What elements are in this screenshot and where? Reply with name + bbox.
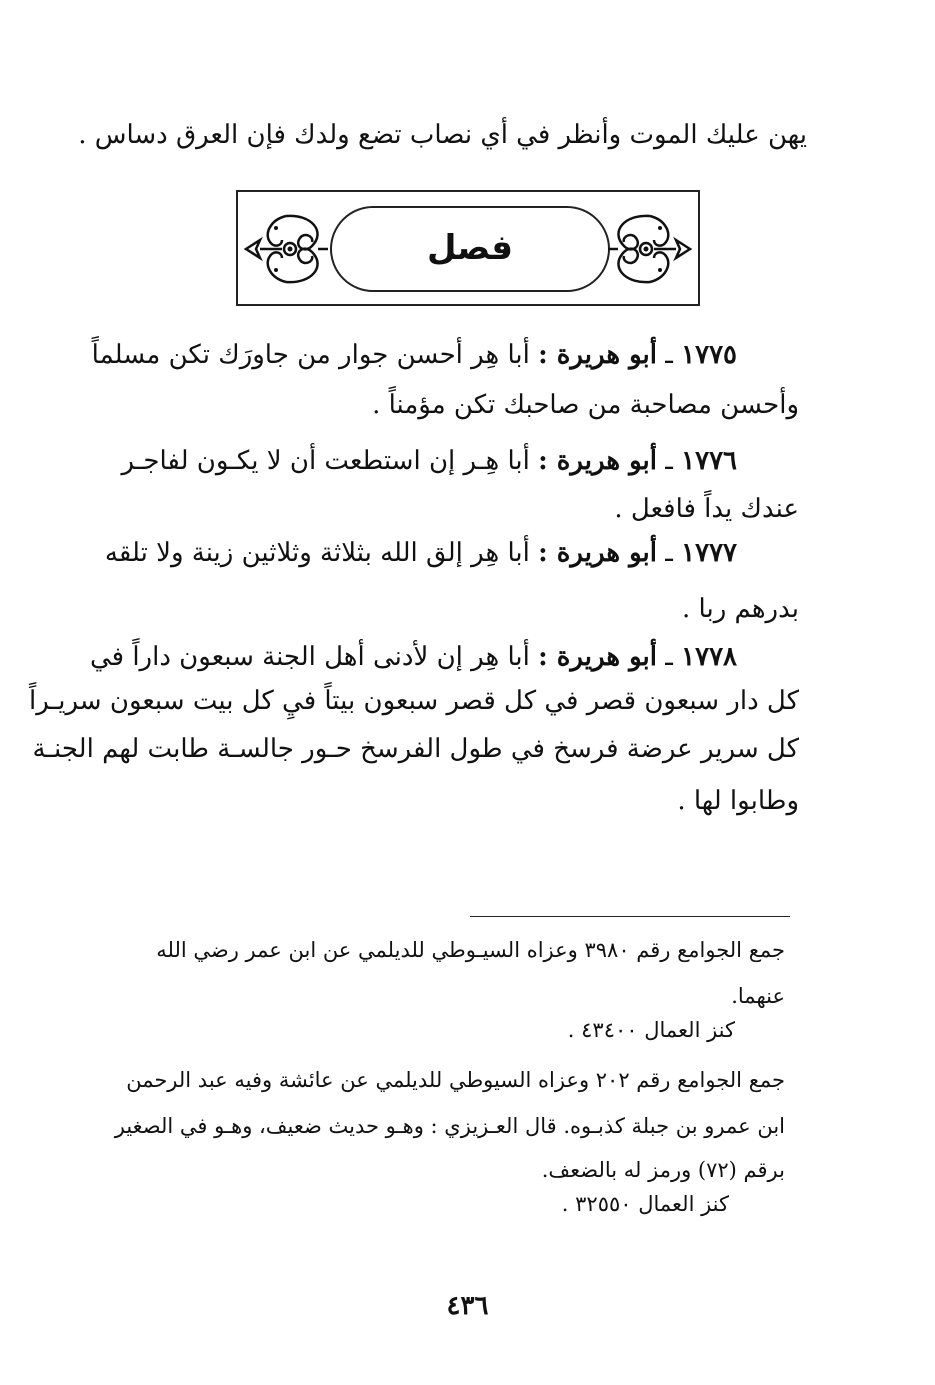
- entry-1778-line-3: كل سرير عرضة فرسخ في طول الفرسخ حـور جالسـة طابت لهم الجنـة: [32, 734, 799, 764]
- entry-number: ١٧٧٧: [681, 538, 737, 568]
- entry-1778-line-1: ١٧٧٨ ـ أبو هريرة : أبا هِر إن لأدنى أهل الجنة سبعون داراً في: [89, 642, 737, 672]
- footnote-line-1: جمع الجوامع رقم ٣٩٨٠ وعزاه السيـوطي للديلمي عن ابن عمر رضي الله: [156, 938, 785, 962]
- entry-1776-line-2: عندك يداً فافعل .: [614, 494, 799, 524]
- entry-1777-line-2: بدرهم ربا .: [682, 594, 799, 624]
- entry-number: ١٧٧٦: [681, 446, 737, 476]
- entry-narrator: أبو هريرة :: [538, 446, 657, 476]
- entry-1775-line-1: ١٧٧٥ ـ أبو هريرة : أبا هِر أحسن جوار من جاورَك تكن مسلماً: [91, 340, 737, 370]
- section-heading-frame: [236, 190, 700, 306]
- footnote-line-5: ابن عمرو بن جبلة كذبـوه. قال العـزيزي : وهـو حديث ضعيف، وهـو في الصغير: [114, 1114, 785, 1138]
- section-heading-cartouche: [330, 206, 610, 292]
- page-number: ٤٣٦: [446, 1291, 489, 1321]
- footnote-line-7: كنز العمال ٣٢٥٥٠ .: [561, 1192, 729, 1216]
- entry-1775-line-2: وأحسن مصاحبة من صاحبك تكن مؤمناً .: [372, 390, 799, 420]
- right-ornament-icon: [606, 206, 694, 292]
- entry-narrator: أبو هريرة :: [538, 642, 657, 672]
- footnote-line-6: برقم (٧٢) ورمز له بالضعف.: [541, 1158, 785, 1182]
- entry-1777-line-1: ١٧٧٧ ـ أبو هريرة : أبا هِر إلق الله بثلاثة وثلاثين زينة ولا تلقه: [104, 538, 737, 568]
- left-ornament-icon: [242, 206, 330, 292]
- entry-text: أبا هِر إن لأدنى أهل الجنة سبعون داراً في: [89, 642, 530, 672]
- footnote-line-4: جمع الجوامع رقم ٢٠٢ وعزاه السيوطي للديلمي عن عائشة وفيه عبد الرحمن: [126, 1068, 785, 1092]
- entry-number: ١٧٧٨: [681, 642, 737, 672]
- entry-narrator: أبو هريرة :: [538, 538, 657, 568]
- entry-1778-line-4: وطابوا لها .: [677, 786, 799, 816]
- footnote-line-3: كنز العمال ٤٣٤٠٠ .: [567, 1018, 735, 1042]
- entry-number: ١٧٧٥: [681, 340, 737, 370]
- section-heading: فصل: [426, 228, 514, 268]
- entry-1776-line-1: ١٧٧٦ ـ أبو هريرة : أبا هِـر إن استطعت أن لا يكـون لفاجـر: [121, 446, 737, 476]
- entry-narrator: أبو هريرة :: [538, 340, 657, 370]
- entry-1778-line-2: كل دار سبعون قصر في كل قصر سبعون بيتاً فيِ كل بيت سبعون سريـراً: [29, 686, 799, 716]
- top-line: يهن عليك الموت وأنظر في أي نصاب تضع ولدك فإن العرق دساس .: [78, 120, 807, 150]
- entry-text: أبا هِر إلق الله بثلاثة وثلاثين زينة ولا تلقه: [104, 538, 530, 568]
- entry-text: أبا هِر أحسن جوار من جاورَك تكن مسلماً: [91, 340, 530, 370]
- entry-text: أبا هِـر إن استطعت أن لا يكـون لفاجـر: [121, 446, 530, 476]
- footnote-separator: [470, 916, 790, 917]
- footnote-line-2: عنهما.: [731, 984, 785, 1008]
